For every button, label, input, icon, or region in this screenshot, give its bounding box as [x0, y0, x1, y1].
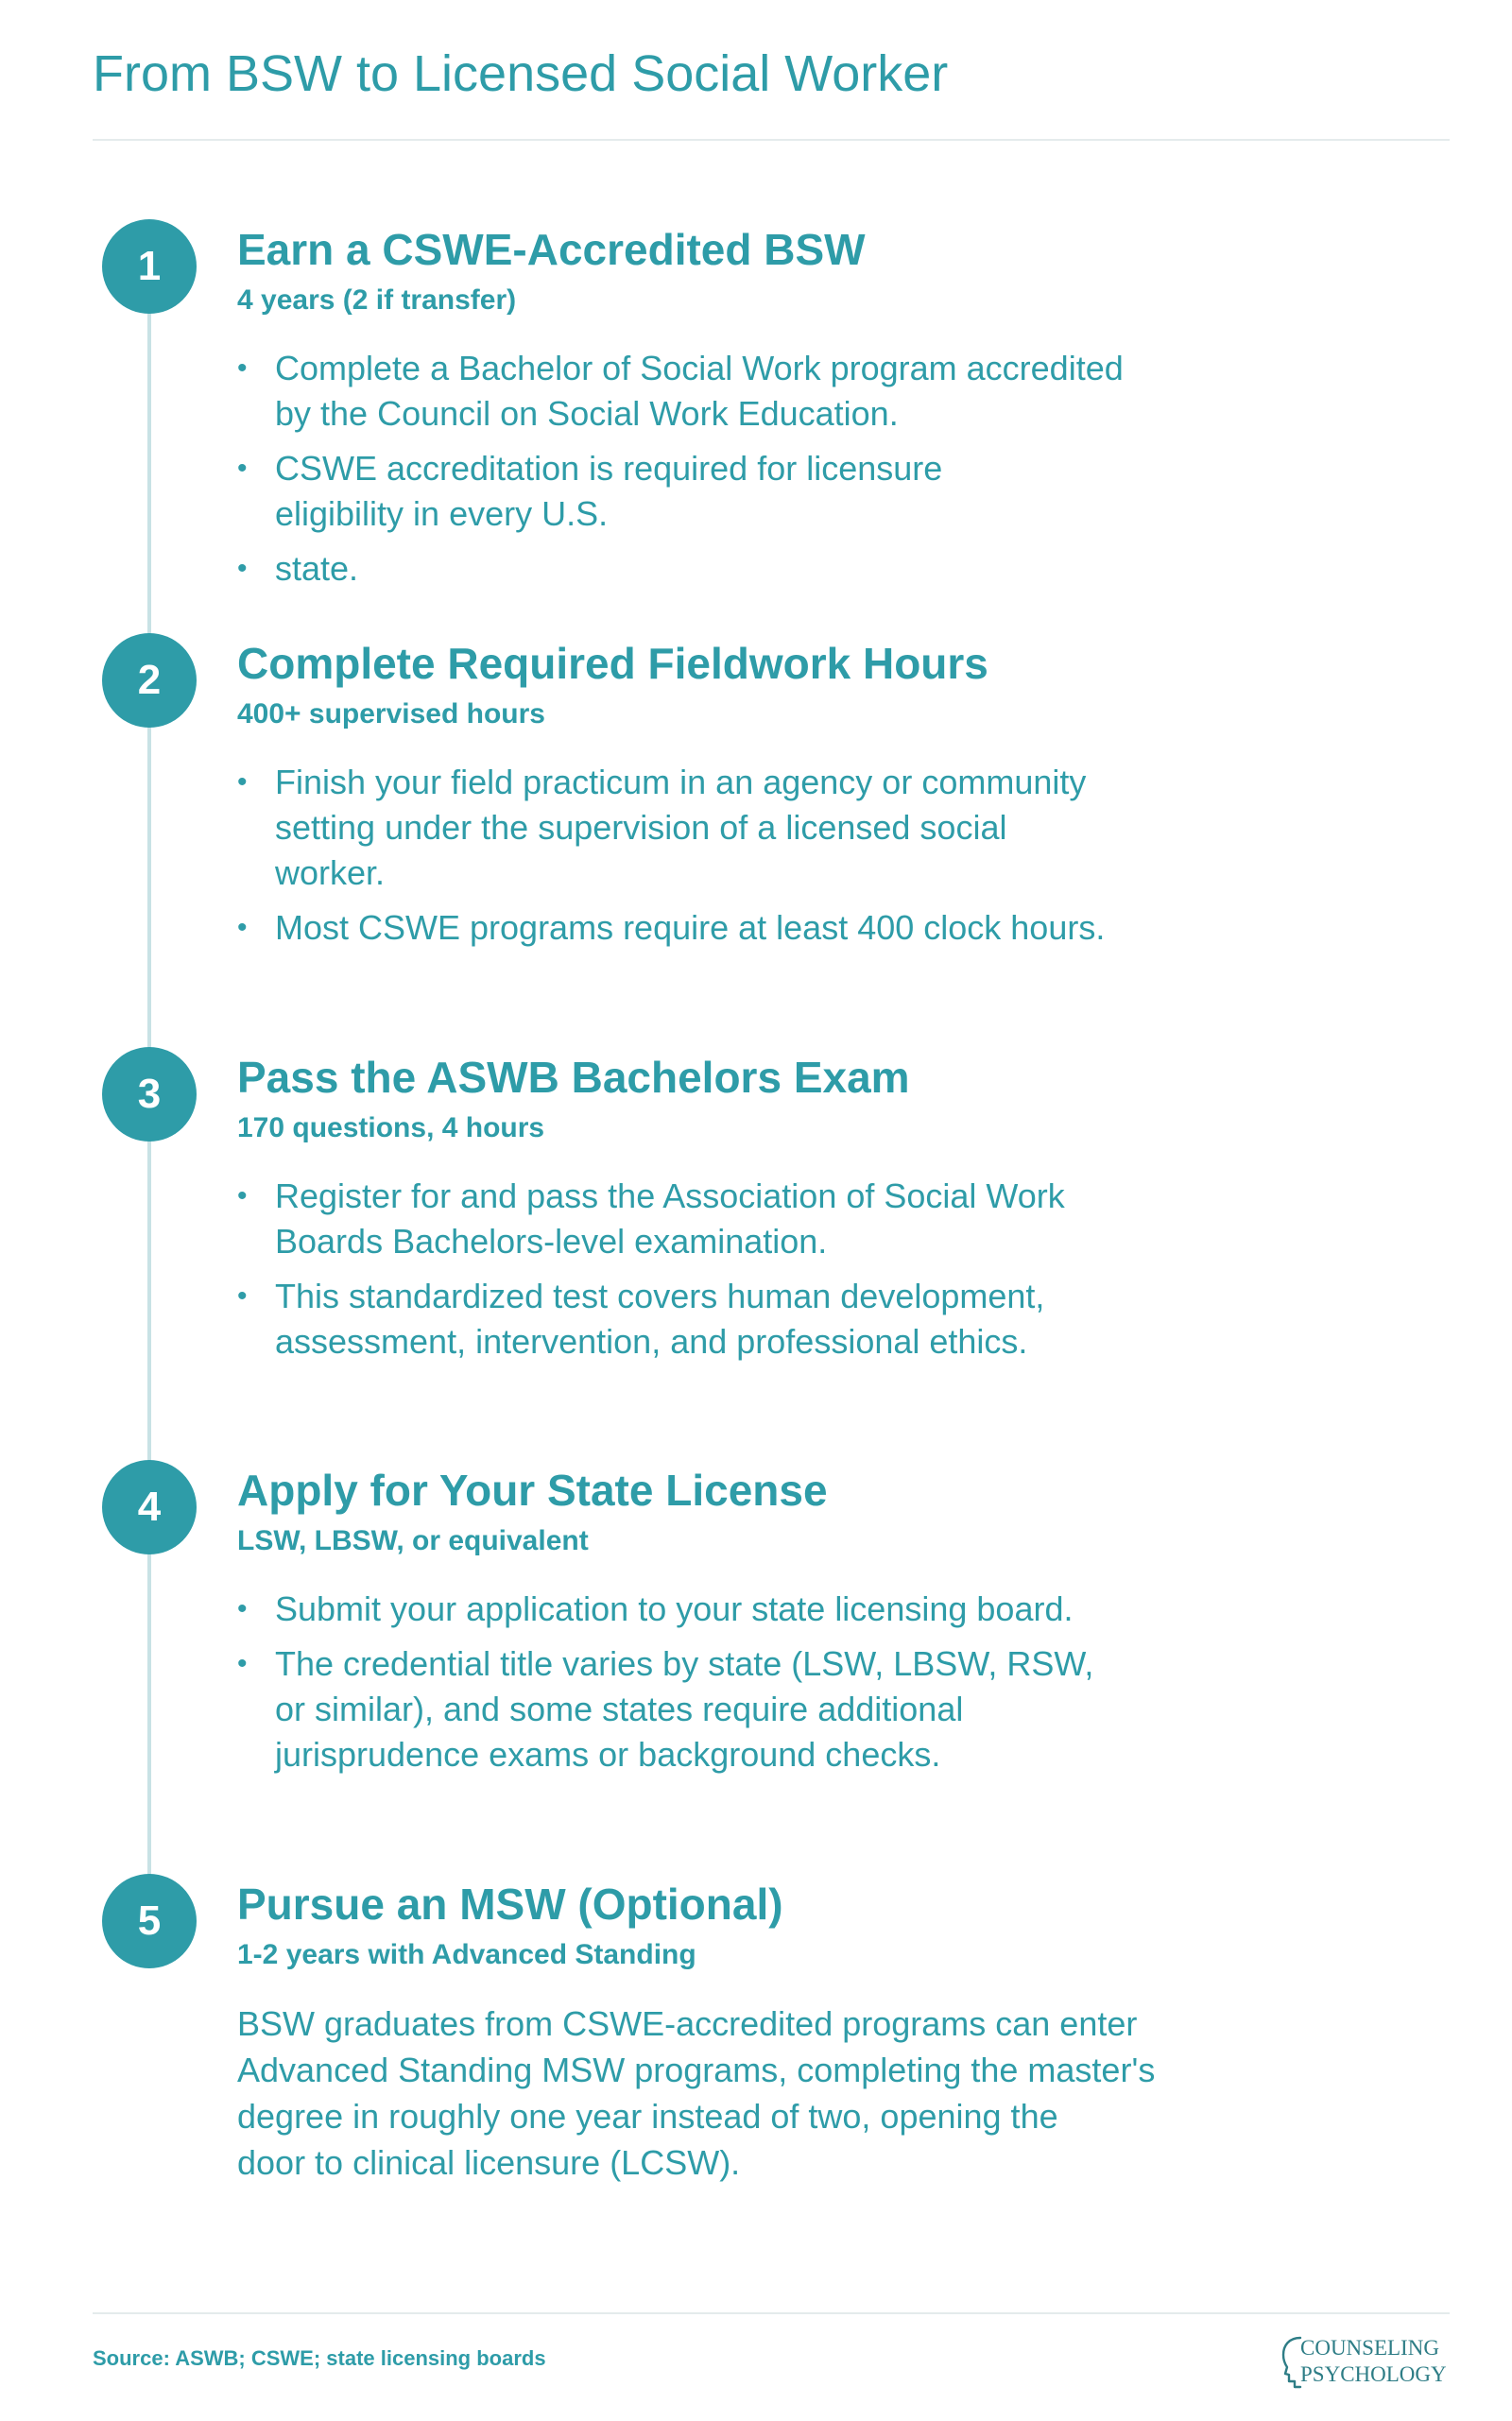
step-number-badge: 3	[102, 1047, 197, 1142]
bullet-item: • Finish your field practicum in an agency or community setting under the supervision of a licensed social worker.	[237, 760, 1239, 896]
step-title: Complete Required Fieldwork Hours	[237, 639, 988, 688]
step-content	[237, 1874, 1258, 2186]
bullet-item: • The credential title varies by state (LSW, LBSW, RSW, or similar), and some states require additional jurisprudence exams or background checks.	[237, 1641, 1239, 1777]
step-bullet-list	[237, 1174, 1258, 1365]
step-duration: 170 questions, 4 hours	[237, 1112, 545, 1143]
step-content	[237, 1460, 1258, 1787]
step-content	[237, 219, 1258, 601]
bullet-item: • Most CSWE programs require at least 400 clock hours.	[237, 905, 1239, 951]
step-duration: 4 years (2 if transfer)	[237, 284, 517, 316]
logo-text-line1: COUNSELING	[1300, 2336, 1439, 2360]
step-duration: 1-2 years with Advanced Standing	[237, 1939, 696, 1970]
step-duration: LSW, LBSW, or equivalent	[237, 1525, 589, 1556]
step-title: Pursue an MSW (Optional)	[237, 1880, 783, 1929]
bullet-item: • Register for and pass the Association of Social Work Boards Bachelors-level examination.	[237, 1174, 1239, 1264]
step-title: Apply for Your State License	[237, 1466, 828, 1515]
source-note: Source: ASWB; CSWE; state licensing boards	[93, 2346, 546, 2370]
footer-divider	[93, 2312, 1450, 2314]
step-number-badge: 1	[102, 219, 197, 314]
counseling-psychology-logo	[1280, 2332, 1450, 2393]
step-title: Earn a CSWE-Accredited BSW	[237, 225, 866, 274]
bullet-item: • Submit your application to your state licensing board.	[237, 1587, 1239, 1632]
bullet-item: • CSWE accreditation is required for licensure eligibility in every U.S.	[237, 446, 1239, 537]
step-bullet-list	[237, 1587, 1258, 1777]
bullet-item: • state.	[237, 546, 1239, 592]
header-divider	[93, 139, 1450, 141]
step-number-badge: 5	[102, 1874, 197, 1968]
bullet-item: • This standardized test covers human development, assessment, intervention, and professional ethics.	[237, 1274, 1239, 1365]
step-duration: 400+ supervised hours	[237, 698, 545, 730]
page-title: From BSW to Licensed Social Worker	[93, 45, 949, 102]
step-bullet-list	[237, 760, 1258, 951]
logo-text-line2: PSYCHOLOGY	[1300, 2362, 1447, 2386]
step-number-badge: 2	[102, 633, 197, 728]
step-number-badge: 4	[102, 1460, 197, 1554]
step-content	[237, 633, 1258, 960]
step-description: BSW graduates from CSWE-accredited programs can enter Advanced Standing MSW programs, completing the master's degree in roughly one year instead of two, opening the door to clinical licensure (LCSW).	[237, 2004, 1156, 2182]
step-bullet-list	[237, 346, 1258, 592]
step-title: Pass the ASWB Bachelors Exam	[237, 1053, 910, 1102]
step-content	[237, 1047, 1258, 1374]
bullet-item: • Complete a Bachelor of Social Work program accredited by the Council on Social Work Education.	[237, 346, 1239, 437]
